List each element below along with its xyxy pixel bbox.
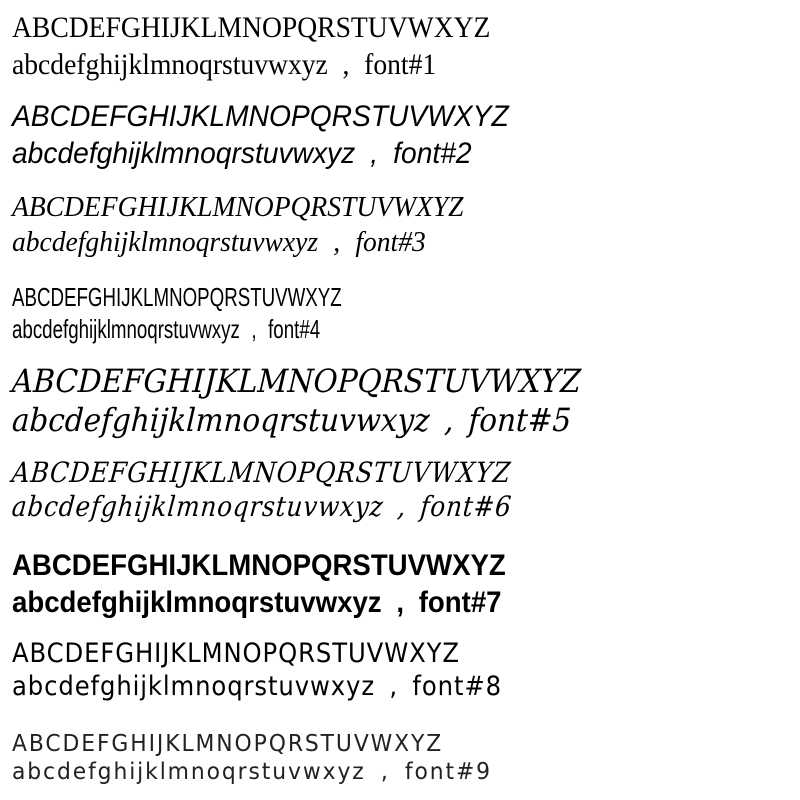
lowercase-alphabet: abcdefghijklmnoqrstuvwxyz	[12, 226, 319, 259]
lowercase-alphabet: abcdefghijklmnoqrstuvwxyz	[12, 585, 382, 619]
lowercase-alphabet: abcdefghijklmnoqrstuvwxyz	[11, 401, 431, 440]
separator-comma: ,	[251, 313, 257, 344]
font-label: font#4	[268, 313, 321, 344]
lowercase-line	[12, 671, 721, 704]
lowercase-line	[11, 401, 738, 440]
font-specimen-9	[12, 730, 800, 786]
font-label: font#5	[467, 401, 573, 440]
font-label: font#1	[364, 47, 437, 81]
lowercase-alphabet: abcdefghijklmnoqrstuvwxyz	[10, 490, 386, 524]
separator-comma: ,	[370, 136, 379, 170]
lowercase-alphabet: abcdefghijklmnoqrstuvwxyz	[12, 759, 366, 786]
uppercase-line: ABCDEFGHIJKLMNOPQRSTUVWXYZ	[12, 282, 342, 312]
uppercase-line: ABCDEFGHIJKLMNOPQRSTUVWXYZ	[11, 362, 582, 400]
font-specimen-4	[12, 282, 800, 345]
font-label: font#6	[418, 490, 514, 524]
separator-comma: ,	[443, 401, 455, 440]
uppercase-line: ABCDEFGHIJKLMNOPQRSTUVWXYZ	[12, 638, 460, 669]
lowercase-line	[12, 758, 761, 786]
font-label: font#2	[393, 136, 472, 170]
lowercase-line	[12, 225, 761, 260]
lowercase-alphabet: abcdefghijklmnoqrstuvwxyz	[12, 313, 240, 344]
font-specimen-1	[12, 10, 800, 83]
font-specimen-3	[12, 190, 800, 261]
lowercase-line	[10, 490, 707, 524]
font-label: font#9	[404, 759, 492, 786]
separator-comma: ,	[380, 759, 390, 786]
lowercase-line	[12, 585, 737, 622]
font-specimen-8	[12, 638, 800, 704]
font-specimen-7	[12, 548, 800, 621]
uppercase-line: ABCDEFGHIJKLMNOPQRSTUVWXYZ	[12, 100, 509, 133]
uppercase-line: ABCDEFGHIJKLMNOPQRSTUVWXYZ	[12, 11, 491, 44]
separator-comma: ,	[333, 226, 341, 259]
lowercase-alphabet: abcdefghijklmnoqrstuvwxyz	[12, 136, 356, 170]
lowercase-alphabet: abcdefghijklmnoqrstuvwxyz	[12, 670, 375, 702]
separator-comma: ,	[389, 670, 399, 702]
lowercase-line	[12, 314, 579, 346]
font-label: font#8	[412, 670, 502, 702]
font-label: font#7	[418, 585, 502, 619]
separator-comma: ,	[342, 47, 350, 81]
uppercase-line: ABCDEFGHIJKLMNOPQRSTUVWXYZ	[12, 191, 464, 223]
lowercase-alphabet: abcdefghijklmnoqrstuvwxyz	[12, 47, 328, 81]
uppercase-line: ABCDEFGHIJKLMNOPQRSTUVWXYZ	[12, 731, 444, 757]
lowercase-line	[12, 47, 737, 84]
font-specimen-6	[12, 456, 800, 524]
font-label: font#3	[355, 226, 426, 259]
font-specimen-2	[12, 99, 800, 172]
uppercase-line: ABCDEFGHIJKLMNOPQRSTUVWXYZ	[12, 549, 506, 582]
uppercase-line: ABCDEFGHIJKLMNOPQRSTUVWXYZ	[10, 456, 513, 489]
lowercase-line	[12, 136, 753, 173]
separator-comma: ,	[396, 585, 405, 619]
font-specimen-5	[12, 362, 800, 440]
separator-comma: ,	[396, 490, 408, 524]
